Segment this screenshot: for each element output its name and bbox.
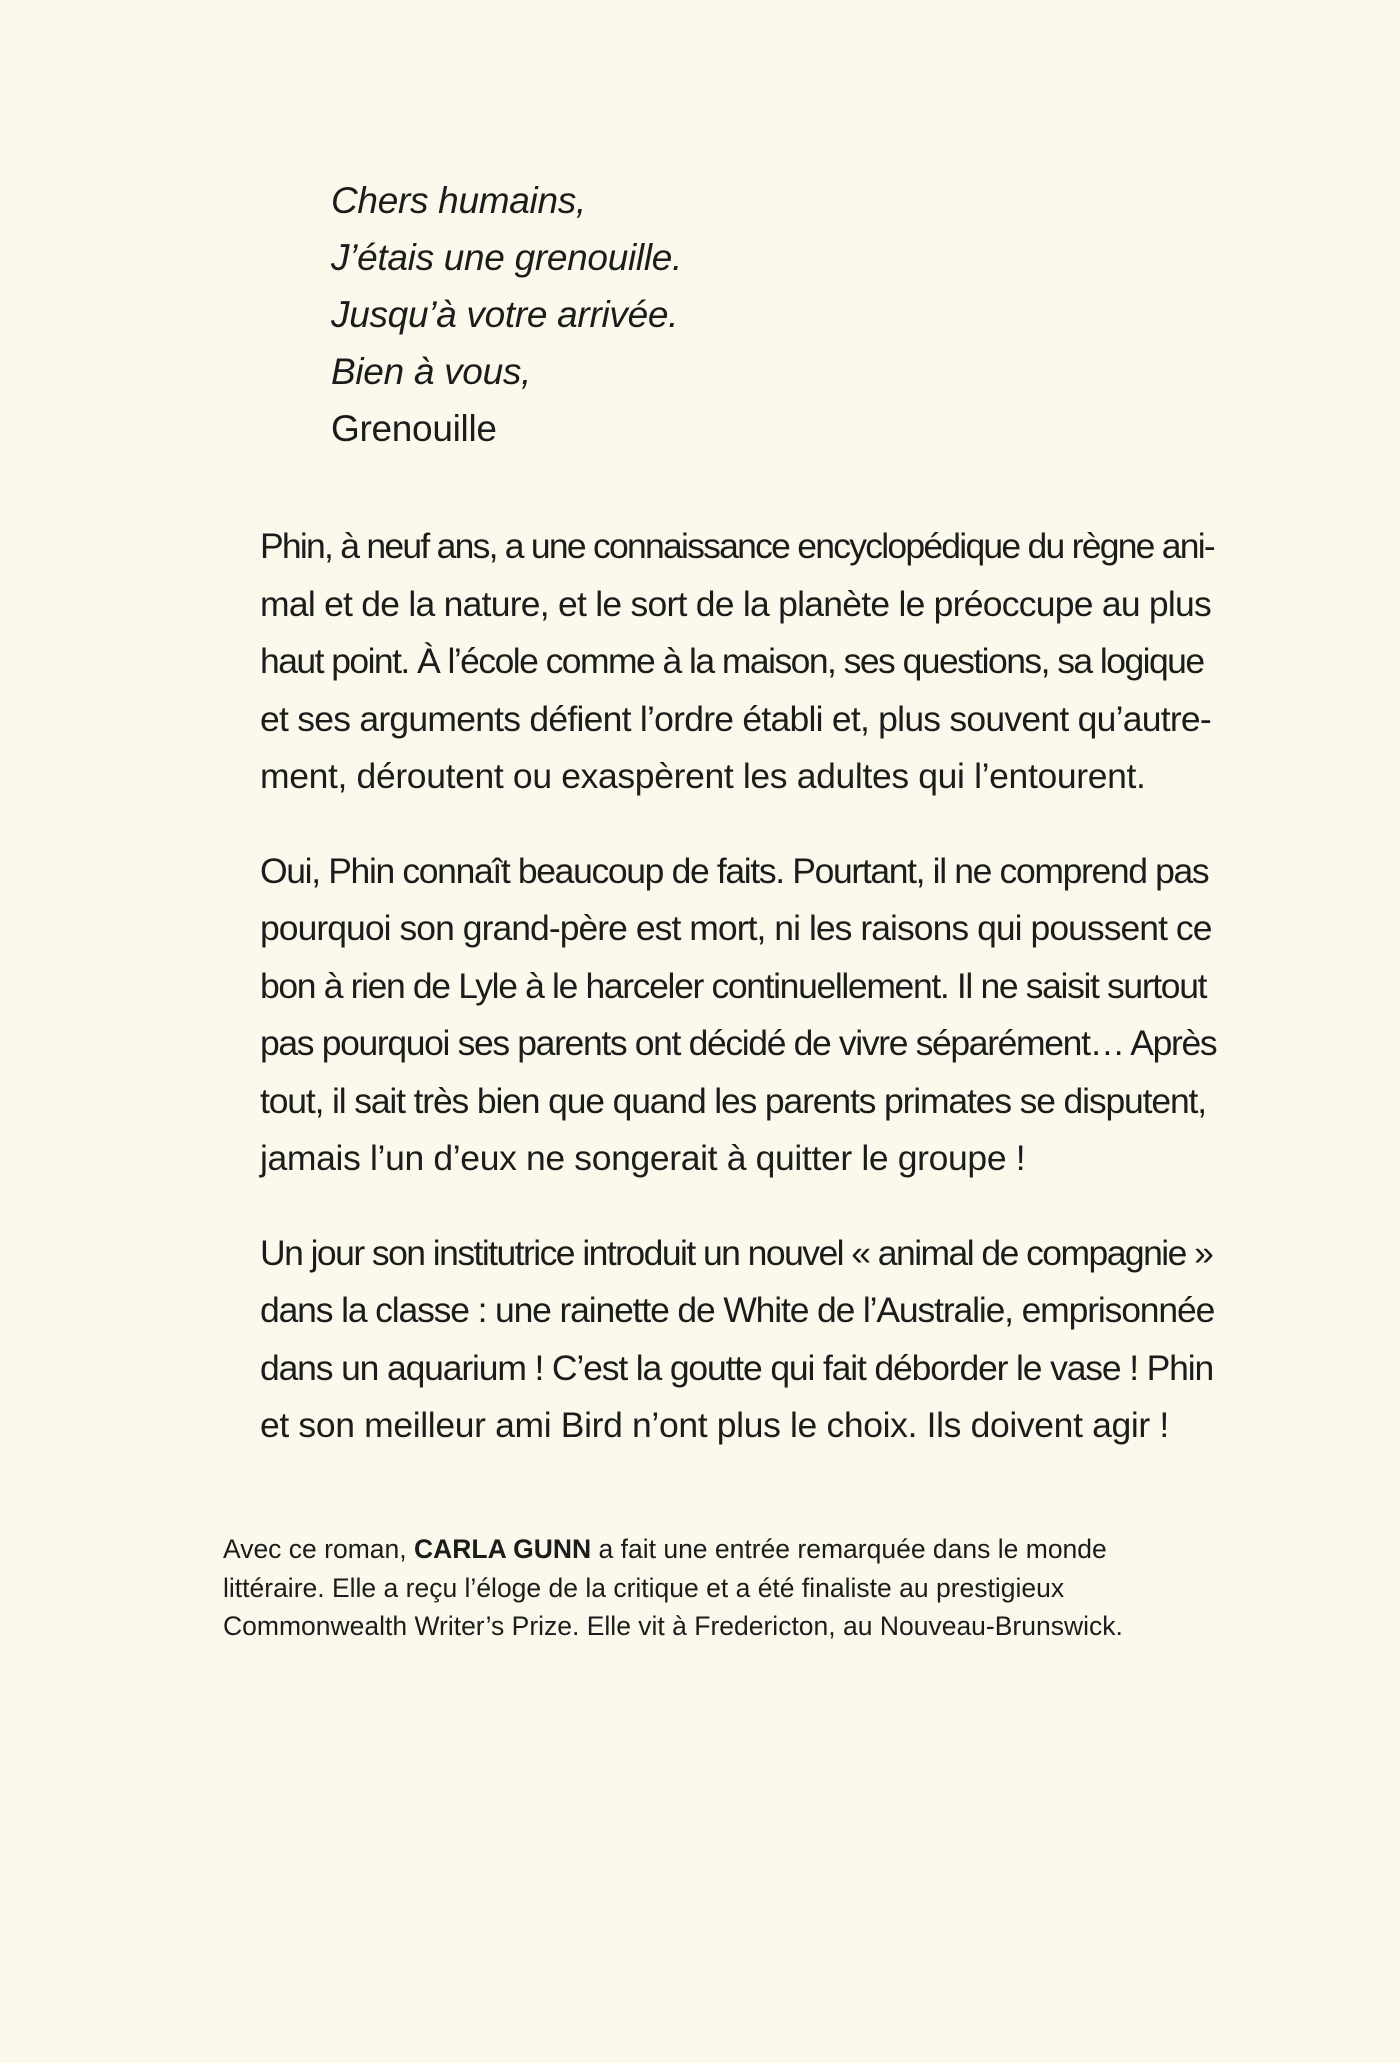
letter-line: Jusqu’à votre arrivée. [331,294,679,335]
text-line: mal et de la nature, et le sort de la planète le préoccupe au plus [260,583,1212,624]
synopsis-paragraph-1 [260,518,1216,806]
text-line: dans un aquarium ! C’est la goutte qui fait déborder le vase ! Phin [260,1347,1214,1388]
author-bio-line: littéraire. Elle a reçu l’éloge de la critique et a été finaliste au prestigieux [223,1572,1065,1603]
author-bio-line: Commonwealth Writer’s Prize. Elle vit à Fredericton, au Nouveau-Brunswick. [223,1611,1123,1641]
letter-greeting: Chers humains, [331,180,586,221]
text-line: Un jour son institutrice introduit un nouvel « animal de compagnie » [260,1232,1213,1273]
text-line: Oui, Phin connaît beaucoup de faits. Pourtant, il ne comprend pas [260,850,1209,891]
synopsis [260,518,1216,1492]
synopsis-paragraph-3 [260,1225,1216,1455]
author-bio-line [223,1530,1218,1569]
text-line: tout, il sait très bien que quand les parents primates se disputent, [260,1080,1206,1121]
author-name: CARLA GUNN [414,1534,592,1564]
letter-signature: Grenouille [331,408,497,449]
text-line: pourquoi son grand-père est mort, ni les raisons qui poussent ce [260,908,1212,948]
text-line: bon à rien de Lyle à le harceler continuellement. Il ne saisit surtout [260,965,1207,1006]
text-line: et son meilleur ami Bird n’ont plus le choix. Ils doivent agir ! [260,1405,1169,1445]
letter-line: J’étais une grenouille. [331,237,682,278]
author-bio-text: a fait une entrée remarquée dans le monde [591,1534,1107,1564]
text-line: dans la classe : une rainette de White de l’Australie, emprisonnée [260,1290,1215,1330]
frog-letter [331,172,1231,457]
text-line: haut point. À l’école comme à la maison, ses questions, sa logique [260,641,1204,681]
author-bio-intro: Avec ce roman, [223,1534,414,1564]
text-line: ment, déroutent ou exaspèrent les adultes qui l’entourent. [260,756,1146,796]
text-line: pas pourquoi ses parents ont décidé de vivre séparément… Après [260,1023,1217,1063]
text-line: Phin, à neuf ans, a une connaissance encyclopédique du règne ani- [260,526,1214,566]
author-bio [223,1530,1218,1646]
letter-closing: Bien à vous, [331,351,532,392]
text-line: et ses arguments défient l’ordre établi et, plus souvent qu’autre- [260,698,1211,739]
synopsis-paragraph-2 [260,843,1216,1188]
text-line: jamais l’un d’eux ne songerait à quitter le groupe ! [260,1138,1026,1178]
